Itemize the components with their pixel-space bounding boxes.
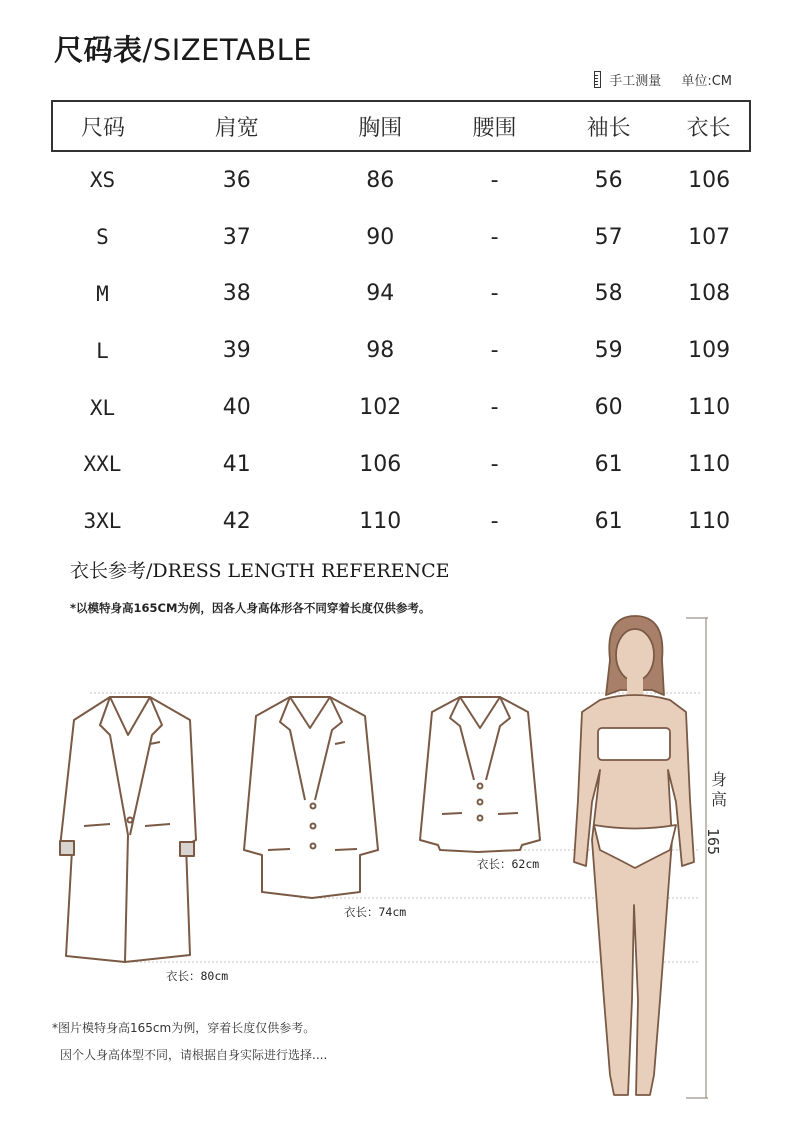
measure-note: 手工测量 — [609, 74, 662, 89]
size-table — [51, 100, 751, 550]
table-row — [52, 266, 750, 323]
table-cell: - — [490, 395, 499, 421]
table-cell: 39 — [222, 338, 251, 364]
table-row — [52, 436, 750, 493]
table-cell: 42 — [222, 508, 251, 534]
height-label: 身高 — [710, 770, 727, 809]
table-row — [52, 379, 750, 436]
ruler-icon — [594, 71, 601, 88]
table-cell: - — [490, 224, 499, 250]
table-cell: 109 — [688, 338, 731, 364]
table-cell: XS — [89, 168, 116, 193]
table-cell: 107 — [688, 224, 731, 250]
table-cell: - — [490, 451, 499, 477]
table-row — [52, 209, 750, 266]
column-header: 肩宽 — [153, 101, 320, 151]
table-row — [52, 322, 750, 379]
table-cell: S — [96, 225, 109, 250]
table-cell: 61 — [594, 508, 623, 534]
table-cell: - — [490, 167, 499, 193]
table-cell: 40 — [222, 395, 251, 421]
table-row — [52, 151, 750, 209]
table-cell: 58 — [594, 281, 623, 307]
reference-title: 衣长参考/DRESS LENGTH REFERENCE — [70, 560, 450, 582]
table-row — [52, 493, 750, 550]
table-cell: - — [490, 508, 499, 534]
model-figure — [574, 616, 694, 1095]
table-cell: 90 — [366, 224, 395, 250]
unit-label: 单位:CM — [681, 74, 732, 89]
table-cell: 36 — [222, 167, 251, 193]
dress-length-illustration — [0, 600, 790, 1147]
mid-jacket-drawing — [244, 697, 378, 898]
table-cell: 59 — [594, 338, 623, 364]
height-value: 165 — [704, 828, 722, 856]
table-cell: 106 — [359, 451, 402, 477]
table-cell: 98 — [366, 338, 395, 364]
unit-note — [594, 70, 732, 89]
page-title: 尺码表/SIZETABLE — [54, 33, 313, 67]
column-header: 尺码 — [52, 101, 153, 151]
table-cell: XL — [89, 395, 116, 420]
short-jacket-drawing — [420, 697, 540, 852]
table-cell: L — [96, 338, 109, 363]
table-cell: 56 — [594, 167, 623, 193]
table-cell: 3XL — [83, 509, 122, 534]
table-cell: 106 — [688, 167, 731, 193]
table-cell: 86 — [366, 167, 395, 193]
table-cell: M — [96, 281, 109, 306]
table-cell: 108 — [688, 281, 731, 307]
table-cell: 110 — [688, 451, 731, 477]
table-cell: XXL — [83, 452, 122, 477]
length-label-mid: 衣长：74cm — [344, 905, 407, 919]
table-cell: 110 — [688, 508, 731, 534]
table-cell: 110 — [688, 395, 731, 421]
length-label-short: 衣长：62cm — [477, 857, 540, 871]
column-header: 胸围 — [320, 101, 440, 151]
column-header: 腰围 — [440, 101, 549, 151]
column-header: 袖长 — [549, 101, 668, 151]
table-cell: 57 — [594, 224, 623, 250]
table-header-row — [52, 101, 750, 151]
footer-note-1: *图片模特身高165cm为例，穿着长度仅供参考。 — [52, 1021, 316, 1035]
length-label-long: 衣长：80cm — [166, 969, 229, 983]
column-header: 衣长 — [668, 101, 750, 151]
table-cell: 41 — [222, 451, 251, 477]
footer-note-2: 因个人身高体型不同，请根据自身实际进行选择.... — [60, 1048, 328, 1062]
table-cell: 110 — [359, 508, 402, 534]
table-cell: 37 — [222, 224, 251, 250]
table-cell: 60 — [594, 395, 623, 421]
reference-note: *以模特身高165CM为例，因各人身高体形各不同穿着长度仅供参考。 — [70, 601, 431, 615]
table-cell: 38 — [222, 281, 251, 307]
long-coat-drawing — [60, 697, 196, 962]
table-cell: 61 — [594, 451, 623, 477]
table-cell: - — [490, 338, 499, 364]
table-cell: - — [490, 281, 499, 307]
table-cell: 94 — [366, 281, 395, 307]
table-cell: 102 — [359, 395, 402, 421]
